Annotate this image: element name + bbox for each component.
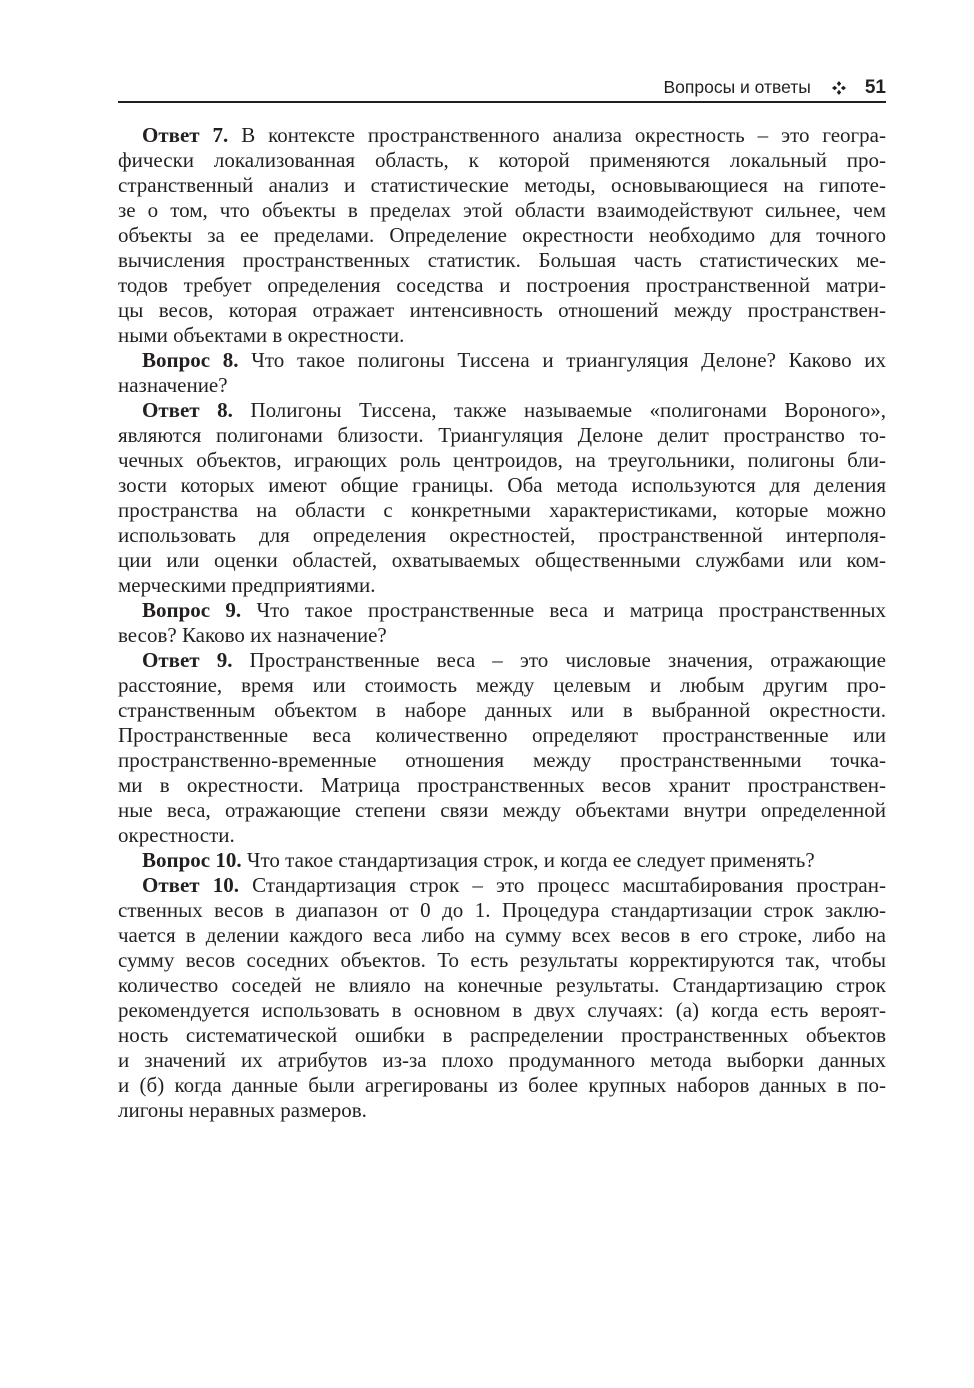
body-text	[118, 123, 886, 1123]
text-line: ми в окрестности. Матрица пространственных весов хранит пространствен-	[118, 773, 886, 797]
text-line: весов? Каково их назначение?	[118, 623, 387, 647]
text-line: чечных объектов, играющих роль центроидов, на треугольники, полигоны бли-	[118, 448, 886, 472]
text-line: ственных весов в диапазон от 0 до 1. Процедура стандартизации строк заклю-	[118, 898, 886, 922]
text-line: объекты за ее пределами. Определение окрестности необходимо для точного	[118, 223, 886, 247]
question-8-paragraph	[118, 348, 886, 398]
text-line: количество соседей не влияло на конечные результаты. Стандартизацию строк	[118, 973, 886, 997]
text-line: пространственно-временные отношения между пространственными точка-	[118, 748, 886, 772]
text-line: назначение?	[118, 373, 228, 397]
text-line: Ответ 7. В контексте пространственного анализа окрестность – это геогра-	[142, 123, 886, 147]
text-line: Ответ 9. Пространственные веса – это числовые значения, отражающие	[142, 648, 886, 672]
text-line: Вопрос 9. Что такое пространственные веса и матрица пространственных	[142, 598, 887, 622]
text-line: фически локализованная область, к которой применяются локальный про-	[118, 148, 886, 172]
answer-10-paragraph	[118, 873, 886, 1123]
text-line: расстояние, время или стоимость между целевым и любым другим про-	[118, 673, 886, 697]
answer-9-label: Ответ 9.	[142, 648, 233, 672]
answer-7-paragraph	[118, 123, 886, 348]
text-line: чается в делении каждого веса либо на сумму всех весов в его строке, либо на	[118, 923, 886, 947]
text-line: Пространственные веса количественно определяют пространственные или	[118, 723, 886, 747]
text-line: Вопрос 10. Что такое стандартизация строк, и когда ее следует применять?	[142, 848, 815, 872]
text-line: и (б) когда данные были агрегированы из более крупных наборов данных в по-	[118, 1073, 886, 1097]
text-line: вычисления пространственных статистик. Большая часть статистических ме-	[118, 248, 886, 272]
section-title: Вопросы и ответы	[663, 77, 811, 97]
text-line: Вопрос 8. Что такое полигоны Тиссена и триангуляция Делоне? Каково их	[142, 348, 886, 372]
question-9-paragraph	[118, 598, 886, 648]
page-number: 51	[864, 76, 886, 98]
text-line: тодов требует определения соседства и построения пространственной матри-	[118, 273, 886, 297]
text-line: рекомендуется использовать в основном в двух случаях: (а) когда есть вероят-	[118, 998, 886, 1022]
text-line: Ответ 10. Стандартизация строк – это процесс масштабирования простран-	[142, 873, 886, 897]
question-10-label: Вопрос 10.	[142, 848, 242, 872]
answer-7-label: Ответ 7.	[142, 123, 229, 147]
text-line: зости которых имеют общие границы. Оба метода используются для деления	[118, 473, 886, 497]
text-line: ции или оценки областей, охватываемых общественными службами или ком-	[118, 548, 886, 572]
text-line: и значений их атрибутов из-за плохо продуманного метода выборки данных	[118, 1048, 886, 1072]
text-line: являются полигонами близости. Триангуляция Делоне делит пространство то-	[118, 423, 886, 447]
answer-10-label: Ответ 10.	[142, 873, 239, 897]
text-line: лигоны неравных размеров.	[118, 1098, 367, 1122]
text-line: странственный анализ и статистические методы, основывающиеся на гипоте-	[118, 173, 886, 197]
four-diamond-ornament-icon	[831, 80, 847, 96]
text-line: использовать для определения окрестностей, пространственной интерполя-	[118, 523, 886, 547]
text-line: ными объектами в окрестности.	[118, 323, 405, 347]
running-header	[118, 76, 886, 103]
text-line: мерческими предприятиями.	[118, 573, 376, 597]
text-line: окрестности.	[118, 823, 235, 847]
question-8-label: Вопрос 8.	[142, 348, 239, 372]
text-line: зе о том, что объекты в пределах этой области взаимодействуют сильнее, чем	[118, 198, 886, 222]
answer-9-paragraph	[118, 648, 886, 848]
question-9-label: Вопрос 9.	[142, 598, 242, 622]
text-line: ность систематической ошибки в распределении пространственных объектов	[118, 1023, 886, 1047]
text-line: Ответ 8. Полигоны Тиссена, также называемые «полигонами Вороного»,	[142, 398, 886, 422]
text-line: сумму весов соседних объектов. То есть результаты корректируются так, чтобы	[118, 948, 886, 972]
text-line: странственным объектом в наборе данных или в выбранной окрестности.	[118, 698, 886, 722]
text-line: цы весов, которая отражает интенсивность отношений между пространствен-	[118, 298, 886, 322]
text-line: ные веса, отражающие степени связи между объектами внутри определенной	[118, 798, 886, 822]
question-10-paragraph	[118, 848, 886, 873]
text-line: пространства на области с конкретными характеристиками, которые можно	[118, 498, 886, 522]
answer-8-paragraph	[118, 398, 886, 598]
answer-8-label: Ответ 8.	[142, 398, 233, 422]
